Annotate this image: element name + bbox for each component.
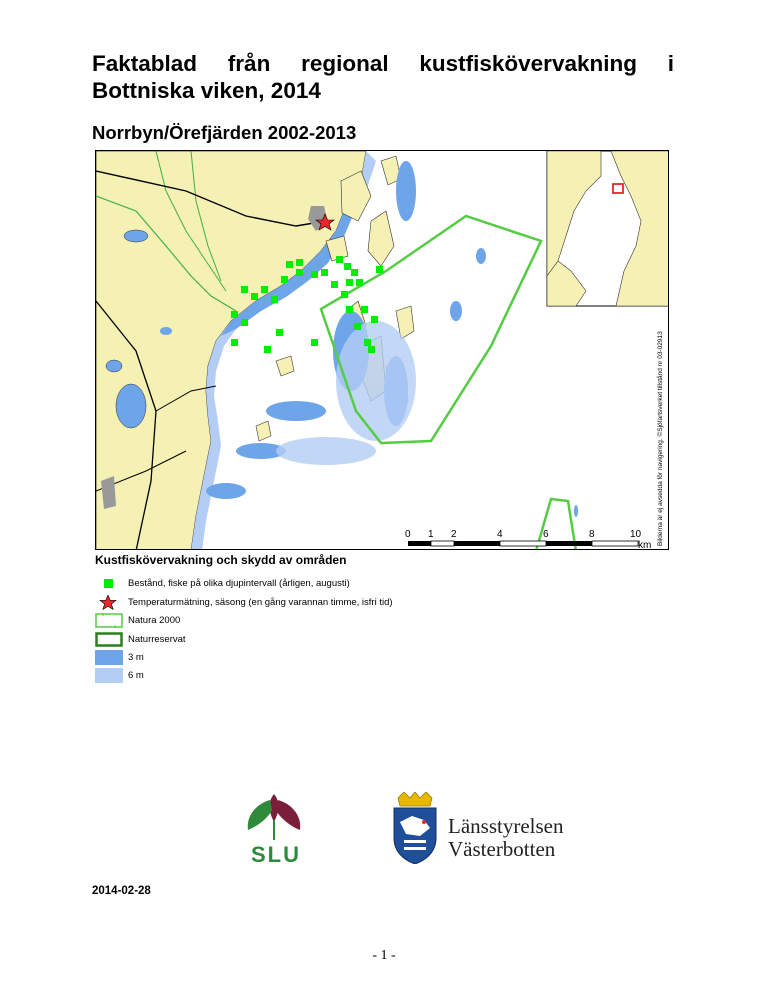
- scale-tick-label: 0: [405, 529, 411, 540]
- lansstyrelsen-line2: Västerbotten: [448, 837, 556, 861]
- scale-tick-label: 2: [451, 529, 457, 540]
- naturreservat-line-icon: [95, 632, 123, 647]
- red-star-icon: [95, 595, 123, 610]
- scale-tick-label: 4: [497, 529, 503, 540]
- scale-tick-label: 8: [589, 529, 595, 540]
- scale-tick-label: 1: [428, 529, 434, 540]
- page-title: Faktablad från regional kustfiskövervakning i Bottniska viken, 2014: [92, 51, 674, 103]
- lansstyrelsen-line1: Länsstyrelsen: [448, 814, 564, 838]
- green-square-icon: [95, 576, 123, 591]
- scale-unit: km: [638, 540, 652, 550]
- legend-label: Natura 2000: [128, 615, 181, 626]
- scale-bar: [408, 541, 638, 546]
- scale-tick-label: 6: [543, 529, 549, 540]
- map-drawing: [96, 151, 669, 550]
- lansstyrelsen-logo: [390, 792, 590, 864]
- page-number: - 1 -: [372, 948, 396, 963]
- legend-label: 3 m: [128, 652, 144, 663]
- map-credit: Bilderna är ej avsedda för navigering. ©Sjöfartsverket tillstånd nr 03-02913: [657, 331, 664, 546]
- page-subtitle: Norrbyn/Örefjärden 2002-2013: [92, 122, 357, 143]
- depth-6m-swatch-icon: [95, 668, 123, 683]
- map-legend: [95, 553, 393, 681]
- slu-logo: [236, 790, 316, 866]
- coat-of-arms-icon: [390, 792, 440, 864]
- legend-label: Temperaturmätning, säsong (en gång varannan timme, isfri tid): [128, 597, 393, 608]
- legend-label: Bestånd, fiske på olika djupintervall (årligen, augusti): [128, 578, 350, 589]
- natura2000-line-icon: [95, 613, 123, 628]
- map: [95, 150, 669, 550]
- inset-map: [547, 151, 669, 306]
- legend-title: Kustfiskövervakning och skydd av områden: [95, 553, 347, 567]
- scale-tick-label: 10: [630, 529, 642, 540]
- legend-label: Naturreservat: [128, 634, 186, 645]
- depth-3m-swatch-icon: [95, 650, 123, 665]
- legend-label: 6 m: [128, 670, 144, 681]
- slu-logo-text: SLU: [251, 842, 301, 866]
- document-date: 2014-02-28: [92, 885, 151, 897]
